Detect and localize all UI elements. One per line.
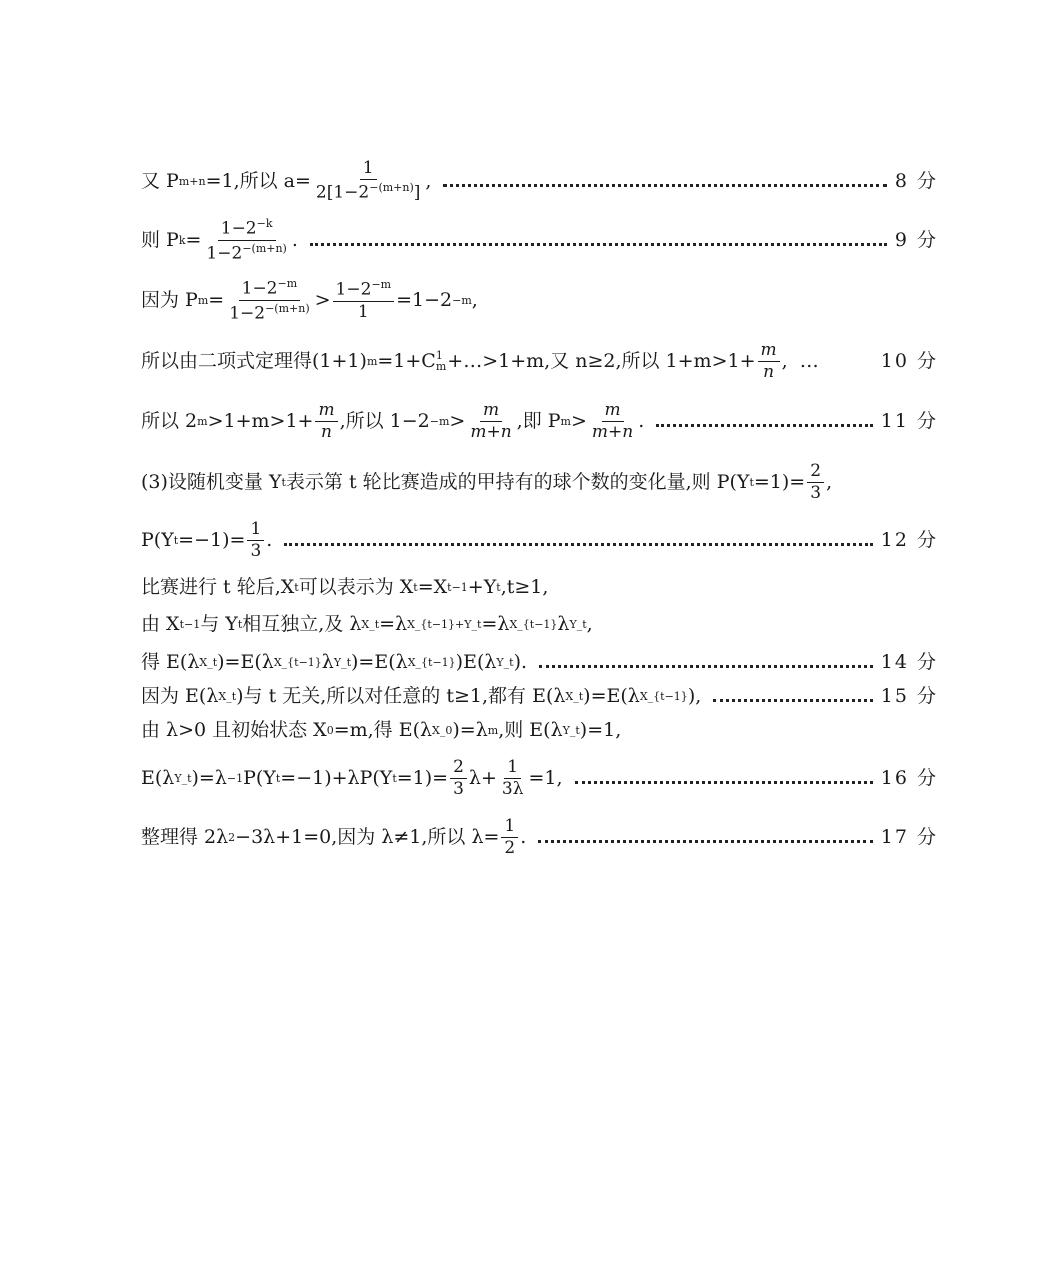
text-segment: =1)= — [396, 766, 449, 789]
ellipsis-leader: … — [799, 349, 819, 372]
dotted-leader — [443, 184, 886, 187]
fraction-numerator: 2 — [450, 759, 467, 779]
subscript: t — [749, 475, 754, 489]
math-expression — [141, 756, 563, 799]
superscript: −m — [371, 278, 392, 292]
math-expression — [141, 399, 645, 442]
text-segment: +…>1+m,又 n≥2,所以 1+m>1+ — [447, 349, 756, 372]
superscript: m — [197, 414, 208, 428]
text-segment: , — [826, 470, 833, 493]
score-label: 17 分 — [880, 825, 938, 848]
superscript: −m — [452, 293, 472, 307]
text-segment: . — [291, 228, 298, 251]
subscript: 0 — [326, 723, 334, 737]
math-expression — [141, 218, 298, 262]
text-segment: P(Y — [243, 766, 276, 789]
subscript: t — [173, 533, 179, 547]
text-segment: λ+ — [468, 766, 497, 789]
fraction — [450, 756, 467, 799]
solution-line-17 — [141, 815, 938, 859]
math-expression — [141, 650, 528, 673]
text-segment: > — [449, 409, 466, 432]
solution-line-14 — [141, 648, 938, 676]
fraction-numerator: m — [315, 402, 337, 422]
text-segment: =1−2 — [396, 288, 453, 311]
fraction-numerator: 1 — [247, 521, 264, 541]
math-expression — [141, 278, 478, 322]
math-expression — [141, 815, 527, 858]
math-expression — [141, 160, 431, 202]
score-label: 8 分 — [894, 169, 938, 192]
fraction-numerator: 1 — [360, 160, 377, 180]
fraction-denominator: 1 — [357, 301, 369, 322]
superscript: X_{t−1} — [407, 655, 456, 669]
text-segment: 表示第 t 轮比赛造成的甲持有的球个数的变化量,则 P(Y — [285, 470, 750, 493]
text-segment: )=λ — [452, 718, 488, 741]
subscript: t−1 — [447, 580, 468, 594]
fraction — [203, 218, 289, 262]
fraction — [247, 518, 264, 561]
dotted-leader — [539, 665, 873, 668]
subscript: m — [197, 293, 209, 307]
solution-line-independence — [141, 610, 938, 638]
superscript: −m — [429, 414, 450, 428]
fraction-numerator — [239, 278, 301, 301]
math-expression — [141, 339, 819, 382]
text-segment: )=E(λ — [351, 650, 408, 673]
subscript: m — [560, 414, 571, 428]
text-segment: 1−2 — [229, 303, 266, 324]
score-label: 16 分 — [880, 766, 938, 789]
text-segment: )=λ — [191, 766, 227, 789]
fraction-denominator: 3 — [250, 540, 262, 561]
text-segment: =X — [417, 575, 448, 598]
solution-line-9 — [141, 216, 938, 264]
fraction-denominator: m+n — [470, 421, 512, 442]
text-segment: 比赛进行 t 轮后,X — [141, 575, 295, 598]
superscript: X_{t−1} — [273, 655, 322, 669]
fraction-denominator: 3λ — [501, 778, 524, 799]
text-segment: . — [266, 528, 273, 551]
fraction — [333, 279, 395, 321]
subscript: t — [275, 771, 281, 785]
text-segment: , — [586, 612, 593, 635]
fraction — [758, 339, 780, 382]
text-segment: 可以表示为 X — [298, 575, 414, 598]
subscript: m — [435, 360, 447, 373]
math-expression — [141, 718, 622, 741]
fraction-numerator — [218, 218, 276, 241]
solution-line-16 — [141, 756, 938, 800]
superscript: X_{t−1} — [639, 689, 688, 703]
fraction — [315, 399, 337, 442]
text-segment: =1+C — [377, 349, 436, 372]
text-segment: 所以由二项式定理得(1+1) — [141, 349, 367, 372]
score-label: 9 分 — [894, 228, 938, 251]
text-segment: 又 P — [141, 169, 179, 192]
text-segment: 1−2 — [206, 243, 243, 264]
superscript: −k — [256, 216, 273, 230]
text-segment: = — [208, 288, 225, 311]
text-segment: ,则 E(λ — [498, 718, 563, 741]
text-segment: 因为 E(λ — [141, 684, 219, 707]
superscript: 2 — [228, 830, 236, 844]
subscript: t — [392, 771, 397, 785]
text-segment: = — [185, 228, 202, 251]
subscript: t — [294, 580, 299, 594]
text-segment: > — [570, 409, 587, 432]
text-segment: 1−2 — [241, 278, 278, 299]
score-label: 14 分 — [880, 650, 938, 673]
fraction — [499, 756, 527, 799]
superscript: X_t — [218, 689, 237, 703]
superscript: X_t — [361, 617, 380, 631]
superscript: −(m+n) — [265, 301, 310, 315]
math-expression — [141, 684, 702, 707]
score-label: 11 分 — [880, 409, 938, 432]
text-segment: 因为 P — [141, 288, 198, 311]
superscript: 1 — [435, 349, 443, 362]
text-segment: E(λ — [141, 766, 175, 789]
text-segment: )与 t 无关,所以对任意的 t≥1,都有 E(λ — [236, 684, 566, 707]
superscript: −(m+n) — [242, 241, 287, 255]
text-segment: )=E(λ — [217, 650, 274, 673]
text-segment: 由 λ>0 且初始状态 X — [141, 718, 327, 741]
superscript: −1 — [226, 771, 244, 785]
text-segment: 所以 2 — [141, 409, 198, 432]
math-expression — [141, 612, 593, 635]
fraction-denominator: m+n — [591, 421, 634, 442]
superscript: m — [487, 723, 499, 737]
solution-part-3-intro — [141, 460, 938, 504]
dotted-leader — [284, 543, 872, 546]
superscript: Y_t — [174, 771, 192, 785]
superscript: m — [366, 354, 378, 368]
text-segment: ,即 P — [516, 409, 561, 432]
solution-line-initial-state — [141, 716, 938, 744]
solution-line-12 — [141, 518, 938, 562]
dotted-leader — [310, 243, 887, 246]
fraction-denominator: n — [321, 421, 332, 442]
fraction-denominator — [226, 301, 312, 323]
superscript: Y_t — [496, 655, 514, 669]
fraction-denominator: n — [763, 361, 775, 382]
text-segment: ] — [413, 182, 421, 203]
text-segment: 1−2 — [220, 218, 257, 239]
text-segment: P(Y — [141, 528, 174, 551]
superscript: −m — [277, 276, 298, 290]
fraction — [589, 399, 636, 442]
fraction-denominator: 2 — [504, 837, 516, 858]
text-segment: =m,得 E(λ — [333, 718, 433, 741]
text-segment: )E(λ — [455, 650, 497, 673]
superscript: Y_t — [333, 655, 352, 669]
text-segment: λ — [321, 650, 334, 673]
fraction-numerator — [333, 279, 395, 302]
math-expression — [141, 575, 549, 598]
score-label: 15 分 — [880, 684, 938, 707]
text-segment: 2[1−2 — [315, 182, 370, 203]
score-label: 12 分 — [880, 528, 938, 551]
subscript: t — [281, 475, 286, 489]
text-segment: =−1)= — [178, 528, 246, 551]
text-segment: , — [471, 288, 478, 311]
text-segment: =1, — [528, 766, 563, 789]
text-segment: . — [638, 409, 645, 432]
text-segment: )=E(λ — [583, 684, 640, 707]
superscript: X_0 — [432, 723, 453, 737]
text-segment: 1−2 — [335, 279, 372, 300]
text-segment: 相互独立,及 λ — [242, 612, 362, 635]
superscript: −(m+n) — [369, 181, 414, 195]
subscript: t — [237, 617, 243, 631]
fraction-numerator: 1 — [501, 818, 518, 838]
text-segment: 由 X — [141, 612, 180, 635]
dotted-leader — [713, 699, 873, 702]
fraction-denominator — [203, 241, 289, 263]
fraction-denominator: 3 — [453, 778, 464, 799]
text-segment: +Y — [467, 575, 497, 598]
subscript: t — [413, 580, 418, 594]
solution-line-recurrence — [141, 573, 938, 601]
superscript: X_{t−1} — [509, 617, 558, 631]
text-segment: 则 P — [141, 228, 179, 251]
fraction — [807, 460, 824, 503]
text-segment: =1,所以 a= — [205, 169, 311, 192]
math-expression — [141, 518, 273, 561]
subscript: k — [178, 233, 186, 247]
combination-index — [436, 350, 446, 372]
solution-line-8 — [141, 158, 938, 203]
fraction — [501, 815, 518, 858]
text-segment: )=1, — [579, 718, 622, 741]
text-segment: > — [314, 288, 331, 311]
text-segment: (3)设随机变量 Y — [141, 470, 282, 493]
fraction-denominator — [313, 180, 424, 202]
superscript: X_t — [199, 655, 218, 669]
text-segment: , — [425, 169, 432, 192]
text-segment: >1+m>1+ — [207, 409, 314, 432]
text-segment: ), — [687, 684, 702, 707]
text-segment: 整理得 2λ — [141, 825, 229, 848]
subscript: t−1 — [179, 617, 201, 631]
solution-line-inequality — [141, 276, 938, 324]
solution-line-10 — [141, 341, 938, 381]
fraction-numerator: m — [758, 342, 780, 362]
fraction-numerator: 2 — [807, 463, 824, 483]
fraction — [226, 278, 312, 322]
fraction-numerator: m — [602, 402, 624, 422]
solution-line-11 — [141, 399, 938, 443]
subscript: t — [496, 580, 501, 594]
text-segment: =−1)+λP(Y — [280, 766, 393, 789]
text-segment: =λ — [481, 612, 510, 635]
text-segment: λ — [557, 612, 570, 635]
text-segment: 与 Y — [200, 612, 238, 635]
score-label: 10 分 — [880, 349, 938, 372]
text-segment: , — [781, 349, 788, 372]
text-segment: −3λ+1=0,因为 λ≠1,所以 λ= — [235, 825, 500, 848]
fraction-numerator: m — [480, 402, 502, 422]
superscript: Y_t — [562, 723, 580, 737]
fraction — [313, 160, 424, 202]
superscript: X_{t−1}+Y_t — [407, 617, 482, 631]
dotted-leader — [656, 424, 873, 427]
superscript: X_t — [565, 689, 584, 703]
fraction-denominator: 3 — [810, 482, 822, 503]
dotted-leader — [575, 781, 873, 784]
math-expression — [141, 460, 833, 503]
text-segment: ,所以 1−2 — [339, 409, 430, 432]
text-segment: ,t≥1, — [500, 575, 549, 598]
fraction — [467, 399, 514, 442]
text-segment: =λ — [379, 612, 408, 635]
text-segment: ). — [513, 650, 528, 673]
subscript: m+n — [178, 174, 206, 188]
dotted-leader — [538, 840, 872, 843]
fraction-numerator: 1 — [504, 759, 521, 779]
solution-line-15 — [141, 682, 938, 710]
text-segment: 得 E(λ — [141, 650, 200, 673]
superscript: Y_t — [569, 617, 587, 631]
text-segment: =1)= — [753, 470, 806, 493]
text-segment: . — [520, 825, 527, 848]
